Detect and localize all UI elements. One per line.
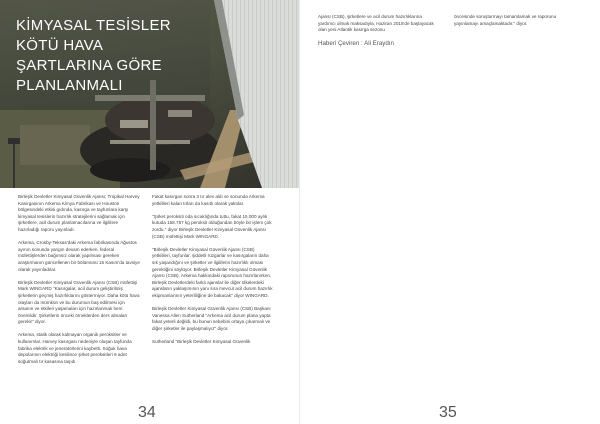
left-column-1 [18,194,140,372]
paragraph: Arkema, Crosby-Teksas'daki Arkema fabrikasında Ağustos ayının sonunda yangın devam ederken, federal müfettişlerden bağımsız olarak yapılması gereken araştırmanın güncellenen bir bölümünü 15 Kasım'da tavsiye olarak yayınladılar. [18,240,140,272]
paragraph: Birleşik Devletler Kimyasal Güvenlik Ajansı; Tropikal Harvey Kasırgasının Arkema Kimya Fabrikası ve Houston bölgesindeki etkisi gıdında, kasırga ve tayfunlara karşı kimyasal tesislerin hazırlık stratejilerini sağlamak için şirketlere, acil durum planlamacılarına ve ilgililere hazırladığı raporu yayınladı. [18,194,140,232]
paragraph: Fakat kasırgan sonra 3 tır alev aldı ve sonunda Arkema yetkilileri kalan tırları da kasıtlı olarak yaktılar. [152,194,265,206]
article-headline [16,16,216,96]
right-column-2 [454,14,576,34]
right-page [300,0,600,424]
paragraph: Birleşik Devletler Kimyasal Güvenlik Ajansı (CSB) müfettişi Mark WINGARD "Kasırgalar, acil durum geliştirilmiş şirketlerin geçmiş hazırlıklarını göstermiyor. Daha kötü hava olayları da mümkün ve bu durumun baş edilmesi için arsanın ve etkileri yaşamaları için hazırlanmalı hem önemlidir. Şirketlerin önceki örneklerden ders almaları gerekir" diyor. [18,279,140,325]
right-column-1 [318,14,440,48]
headline-line: KİMYASAL TESİSLER [16,17,171,34]
paragraph: Ajansı (CSB), şirketlere ve acil durum hazırlıklarına yardımcı olmak maksadıyla, Haziran 2018'de başlayacak olan yeni Atlantik kasırga sezonu [318,14,434,33]
paragraph: öncesinde soruşturmayı tamamlamak ve raporunu yayınlamayı amaçlamaktadır." diyor. [454,14,557,26]
paragraph: "Şirket peroksiti oda sıcaklığında tuttu, fakat 15.000 aylık kutuda 158.757 kg peroksit olduğundan böyle bir işlem çok zordu." diyor Birleşik Devletler Kimyasal Güvenlik Ajansı (CSB) müfettişi Mark WINGARD. [152,213,272,239]
left-column-2 [152,194,274,352]
headline-line: ŞARTLARINA GÖRE [16,57,162,74]
translator-byline: Haberi Çeviren : Ali Eraydın [318,40,395,48]
page-number-left: 34 [138,404,156,421]
paragraph: "Birleşik Devletler Kimyasal Güvenlik Ajansı (CSB) yetkilileri, tayfunlar, şiddetli rüzgarlar ve kasırgaların daha sık yaşandığını ve şirketler ve ilgililerin hazırlıklı olması gerektiğini söylüyor. Birleşik Devletler Kimyasal Güvenlik Ajansı (CSB), Arkema hakkındaki raporunun hazırlanırken, Birleşik Devletlerdeki farklı ajanslar ile diğer ülkelerdeki ajansların yaklaşımının yanı sıra mevcut acil durum hazırlık ekipmanlarının yeterliliğine de bakacak" diyor WINGARD. [152,246,273,298]
page-number-right: 35 [439,404,457,421]
headline-line: PLANLANMALI [16,77,123,94]
paragraph: Sutherland "Birleşik Devletler Kimyasal Güvenlik [152,339,251,345]
headline-line: KÖTÜ HAVA [16,37,104,54]
chemical-plant-photo [0,0,300,188]
paragraph: Birleşik Devletler Kimyasal Güvenlik Ajansı (CSB) Başkanı Vanessa Allen Sutherland "Arkema acil durum plana yapta fakat yeterli değildi, bu bunun sebebini ortaya çıkarmalı ve diğer şirketler ile paylaşmalıyız" diyor. [152,306,271,331]
paragraph: Arkema, statik olarak kalmayan organik peroksitler ve kullanımlar. Harvey kasırgası nedeniyle oluşan tayfunda fabrika elektrik ve jeneratörlerini kaybetti. Soğuk hava depolarının elektriği kesilince şirket peroksitleri 9 adet soğutmalı tır kasasına taşıdı. [18,332,132,364]
